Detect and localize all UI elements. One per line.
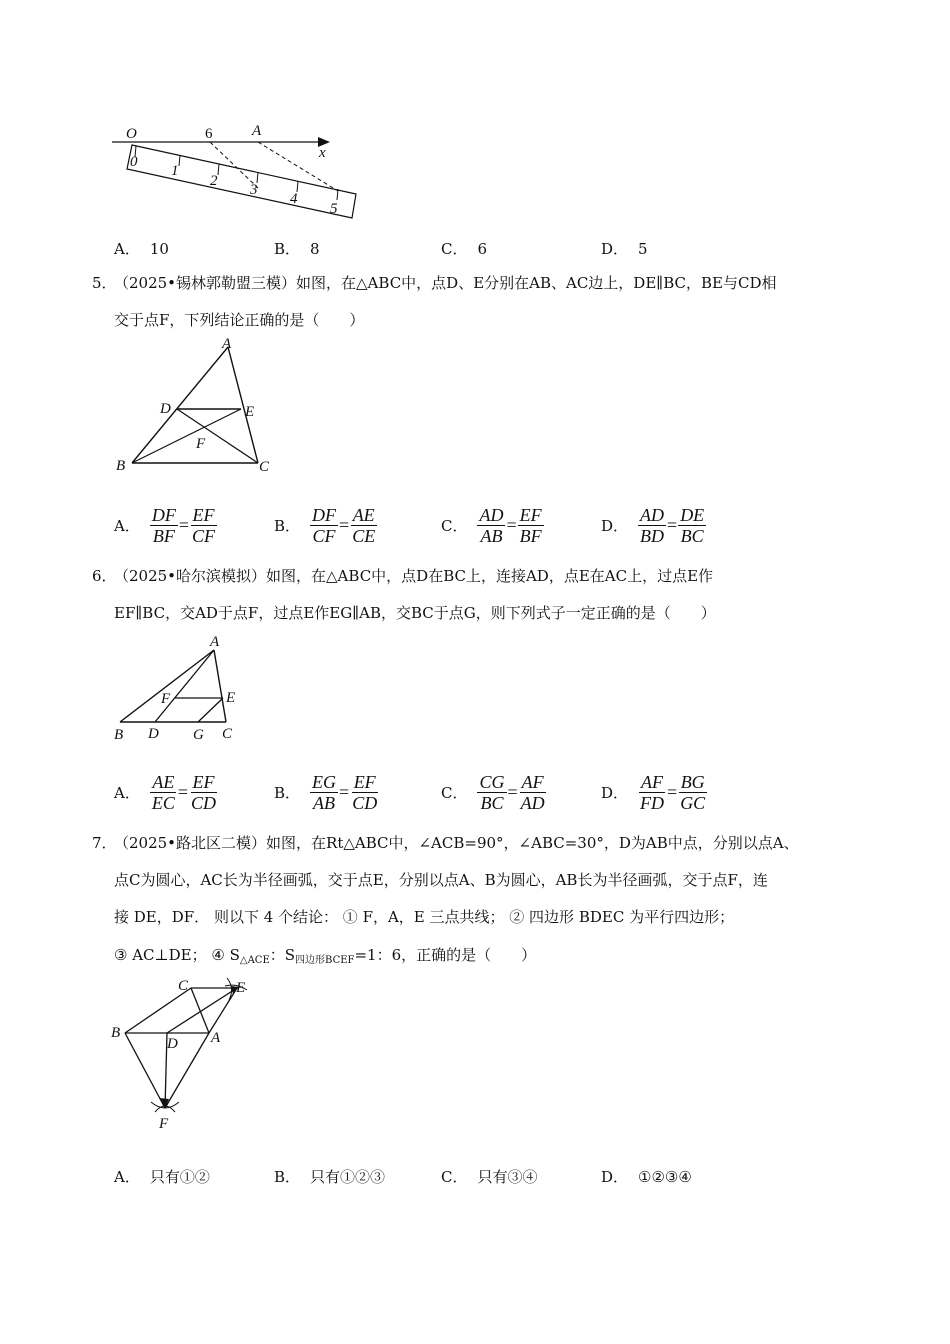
- q7-option-b[interactable]: B． 只有①②③: [274, 1168, 386, 1186]
- q6-option-a[interactable]: A． $\frac{AE}{EC}$ = $\frac{EF}{CD}$: [114, 772, 217, 813]
- q5-number: 5．: [92, 274, 117, 292]
- q6-stem-line2: EF∥BC，交AD于点F，过点E作EG∥AB，交BC于点G，则下列式子一定正确的是（ ）: [114, 604, 716, 622]
- q7-option-c[interactable]: C． 只有③④: [441, 1168, 538, 1186]
- q5-label-a: A: [222, 336, 232, 352]
- q5-option-b[interactable]: B． $\frac{DF}{CF}$ = $\frac{AE}{CE}$: [274, 505, 376, 546]
- q7-option-a[interactable]: A． 只有①②: [114, 1168, 210, 1186]
- q4-figure: [100, 115, 370, 225]
- q7-stem-line3: 接 DE，DF． 则以下 4 个结论： ① F，A，E 三点共线； ② 四边形 BDEC 为平行四边形；: [114, 908, 735, 926]
- q7-stem-line4: [114, 945, 536, 971]
- q6-option-b[interactable]: B． $\frac{EG}{AB}$ = $\frac{EF}{CD}$: [274, 772, 378, 813]
- q5-figure: [110, 335, 280, 480]
- q4-option-d[interactable]: D． 5: [601, 239, 648, 258]
- q6-label-d: D: [148, 726, 159, 742]
- q4-tick-0: 0: [130, 154, 138, 170]
- q7-label-d: D: [167, 1036, 178, 1052]
- q5-label-c: C: [259, 459, 270, 475]
- q5-option-a[interactable]: A． $\frac{DF}{BF}$ = $\frac{EF}{CF}$: [114, 505, 216, 546]
- q6-label-g: G: [193, 727, 204, 743]
- q7-label-a: A: [211, 1030, 221, 1046]
- q7-line4-part1: ③ AC⊥DE； ④ S: [114, 946, 240, 964]
- q5-label-b: B: [116, 458, 126, 474]
- q4-label-6: 6: [205, 126, 213, 142]
- q6-option-c[interactable]: C． $\frac{CG}{BC}$ = $\frac{AF}{AD}$: [441, 772, 545, 813]
- q4-tick-3: 3: [250, 182, 258, 198]
- q6-stem-line1: （2025•哈尔滨模拟）如图，在△ABC中，点D在BC上，连接AD，点E在AC上，过点E作: [114, 567, 714, 585]
- q4-option-c[interactable]: C． 6: [441, 239, 488, 258]
- q6-number: 6．: [92, 567, 117, 585]
- q7-line4-part3: =1：6，正确的是（ ）: [354, 946, 537, 964]
- q7-option-d[interactable]: D． ①②③④: [601, 1167, 692, 1186]
- q5-option-c[interactable]: C． $\frac{AD}{AB}$ = $\frac{EF}{BF}$: [441, 505, 542, 546]
- q4-label-a: A: [252, 123, 262, 139]
- q7-number: 7．: [92, 834, 117, 852]
- q4-option-b[interactable]: B． 8: [274, 239, 320, 258]
- q6-label-a: A: [210, 634, 220, 650]
- q4-label-o: O: [126, 126, 137, 142]
- q4-tick-4: 4: [290, 191, 298, 207]
- q4-tick-1: 1: [171, 163, 179, 179]
- q6-option-d[interactable]: D． $\frac{AF}{FD}$ = $\frac{BG}{GC}$: [601, 772, 706, 813]
- q7-label-c: C: [178, 978, 189, 994]
- q7-figure: [105, 970, 275, 1135]
- q5-label-d: D: [160, 401, 171, 417]
- q7-line4-sub2: 四边形BCEF: [295, 955, 355, 966]
- q7-label-b: B: [111, 1025, 121, 1041]
- q4-tick-2: 2: [210, 173, 218, 189]
- q7-label-e: E: [236, 980, 246, 996]
- q6-figure: [110, 630, 260, 745]
- q5-option-d[interactable]: D． $\frac{AD}{BD}$ = $\frac{DE}{BC}$: [601, 505, 705, 546]
- q5-label-f: F: [196, 436, 206, 452]
- q5-label-e: E: [245, 404, 255, 420]
- q7-label-f: F: [159, 1116, 169, 1132]
- q4-option-a[interactable]: A． 10: [114, 239, 169, 258]
- q5-stem-line1: （2025•锡林郭勒盟三模）如图，在△ABC中，点D、E分别在AB、AC边上，DE∥BC，BE与CD相: [114, 274, 777, 292]
- q4-label-x: x: [319, 145, 326, 161]
- q7-stem-line1: （2025•路北区二模）如图，在Rt△ABC中，∠ACB=90°，∠ABC=30°，D为AB中点，分别以点A、: [114, 834, 799, 852]
- q7-line4-sub1: △ACE: [239, 955, 270, 966]
- q5-stem-line2: 交于点F，下列结论正确的是（ ）: [114, 311, 365, 329]
- q7-line4-part2: ：S: [269, 946, 296, 964]
- q6-label-b: B: [114, 727, 124, 743]
- q7-stem-line2: 点C为圆心，AC长为半径画弧，交于点E，分别以点A、B为圆心，AB长为半径画弧，交于点F，连: [114, 871, 768, 889]
- q6-label-f: F: [161, 691, 171, 707]
- q6-label-c: C: [222, 726, 233, 742]
- q6-label-e: E: [226, 690, 236, 706]
- q4-tick-5: 5: [330, 201, 338, 217]
